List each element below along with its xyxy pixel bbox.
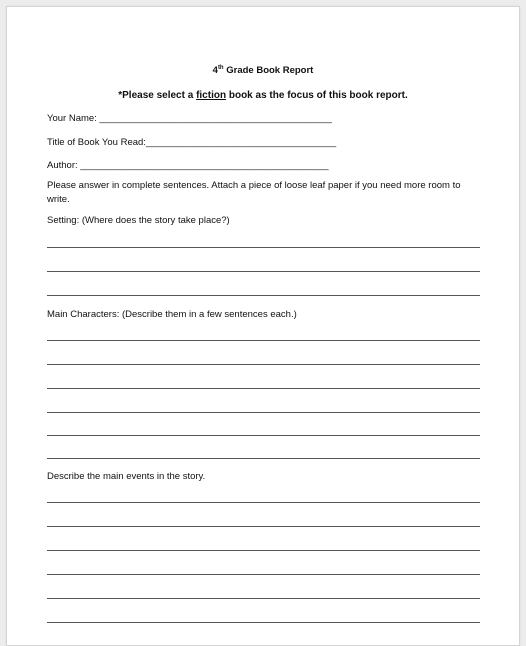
setting-answer-line[interactable] — [47, 271, 480, 272]
book-title-field[interactable]: Title of Book You Read:____________________________________ — [47, 137, 337, 148]
instruction-suffix: book as the focus of this book report. — [226, 90, 408, 101]
main-characters-prompt: Main Characters: (Describe them in a few sentences each.) — [47, 309, 297, 320]
fiction-instruction — [7, 90, 519, 101]
setting-prompt: Setting: (Where does the story take place?) — [47, 215, 230, 226]
grade-suffix: th — [217, 65, 224, 71]
worksheet-page — [6, 6, 520, 646]
characters-answer-line[interactable] — [47, 458, 480, 459]
characters-answer-line[interactable] — [47, 388, 480, 389]
setting-answer-line[interactable] — [47, 247, 480, 248]
your-name-field[interactable]: Your Name: ____________________________________________ — [47, 113, 332, 124]
title-text: Grade Book Report — [223, 65, 314, 76]
setting-answer-line[interactable] — [47, 295, 480, 296]
main-events-prompt: Describe the main events in the story. — [47, 471, 206, 482]
events-answer-line[interactable] — [47, 502, 480, 503]
characters-answer-line[interactable] — [47, 340, 480, 341]
events-answer-line[interactable] — [47, 622, 480, 623]
events-answer-line[interactable] — [47, 598, 480, 599]
instruction-prefix: *Please select a — [118, 90, 197, 101]
events-answer-line[interactable] — [47, 550, 480, 551]
events-answer-line[interactable] — [47, 526, 480, 527]
characters-answer-line[interactable] — [47, 435, 480, 436]
directions-text: Please answer in complete sentences. Attach a piece of loose leaf paper if you need more room to write. — [47, 180, 461, 205]
author-field[interactable]: Author: _______________________________________________ — [47, 160, 329, 171]
events-answer-line[interactable] — [47, 574, 480, 575]
instruction-emphasis: fiction — [196, 90, 227, 101]
characters-answer-line[interactable] — [47, 364, 480, 365]
page-title — [7, 65, 519, 76]
grade-number: 4 — [212, 65, 218, 76]
characters-answer-line[interactable] — [47, 412, 480, 413]
